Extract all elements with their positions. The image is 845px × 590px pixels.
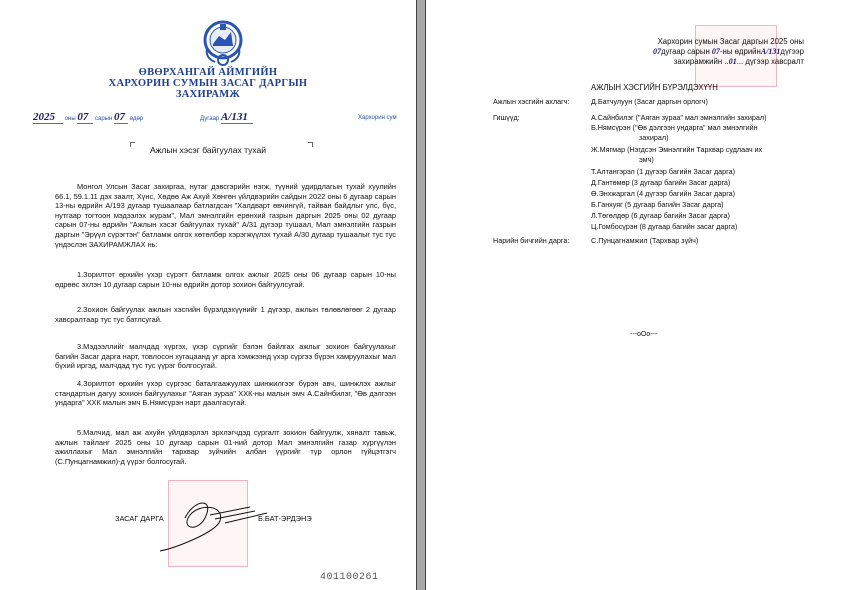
annex-header-line1: Хархорин сумын Засаг даргын 2025 оны (657, 37, 804, 46)
member-line-continued: эмч) (639, 155, 654, 164)
annex-day-suffix: -ны өдрийн (719, 47, 761, 56)
year-suffix: оны (64, 116, 76, 122)
member-line: Б.Ганхуяг (5 дугаар багийн Засаг дарга) (591, 200, 724, 209)
order-item-4: 4.Зорилтот өрхийн үхэр сүргээс баталгаажуулах шинжилгээг бүрэн авч, шинжлэх ажлыг стандартын дагуу зохион байгуулахыг "Аяган зураа" ХХК-ны малын эмч А.Сайнбилэг, "Өв дэлгээн ундарга" ХХК малын эмч Б.Нямсүрэн нарт даалгасугай. (55, 379, 396, 408)
day-suffix: өдөр (129, 116, 144, 122)
number-label: Дугаар (200, 116, 220, 122)
annex-header-line3 (653, 57, 804, 67)
location: Хархорин сум (358, 115, 397, 121)
annex-month-suffix: дугаар сарын (660, 47, 710, 56)
month-handwritten: 07 (77, 111, 93, 124)
document-type: ЗАХИРАМЖ (175, 89, 241, 100)
annex-day-handwritten: 07 (711, 47, 720, 56)
annex-header-line2 (653, 47, 804, 57)
order-item-3: 3.Мэдээллийг малчдад хүргэх, үхэр сүргийг бэлэн байлгах ажлыг зохион байгуулахыг багийн Засаг дарга нарт, товлосон хугацаанд уг арга хэмжээнд үхэр сүргээ бүрэн хамруулахыг мал бүхий иргэд, малчдад тус тус үүрэг болгосугай. (55, 342, 396, 371)
order-number-handwritten: А/131 (221, 111, 253, 124)
month-suffix: сарын (94, 116, 113, 122)
date-field (33, 111, 143, 124)
leader-value: Д.Батчулуун (Засаг даргын орлогч) (591, 97, 708, 106)
document-page-1 (0, 0, 416, 590)
annex-prefix: захирамжийн .. (673, 57, 729, 66)
member-line-continued: захирал) (639, 133, 669, 142)
document-title: Ажлын хэсэг байгуулах тухай (150, 145, 266, 155)
order-item-5: 5.Малчид, мал аж ахуйн үйлдвэрлэл эрхлэгчдэд сургалт зохион байгуулж, хяналт тавьж, ажлын тайланг 2025 оны 10 дугаар сарын 01-ний дотор Мал эмнэлгийн газар хүргүүлэн ажиллахыг Мал эмнэлгийн тархвар зүйчийн албан үүргийг түр орлон гүйцэтгэгч (С.Пунцагнамжил)-д үүрэг болгосугай. (55, 428, 396, 466)
page-separator (416, 0, 426, 590)
secretary-label: Нарийн бичгийн дарга: (493, 236, 570, 245)
member-line: Л.Төгөлдөр (6 дугаар багийн Засаг дарга) (591, 211, 730, 220)
annex-suffix: ... дүгээр хавсралт (736, 57, 804, 66)
member-line: Ө.Энхжаргал (4 дүгээр багийн Засаг дарга) (591, 189, 736, 198)
serial-number: 401100261 (320, 572, 379, 583)
member-line: Ц.Гомбосүрэн (8 дугаар багийн засаг дарга) (591, 222, 738, 231)
handwritten-signature-icon (155, 493, 275, 553)
signatory-name: Б.БАТ-ЭРДЭНЭ (258, 514, 312, 523)
annex-order-number-handwritten: А/131 (760, 47, 781, 56)
annex-month-handwritten: 07 (652, 47, 661, 56)
preamble-paragraph: Монгол Улсын Засаг захиргаа, нутаг дэвсгэрийн нэгж, түүний удирдлагын тухай хуулийн 66.1, 59.1.11 дэх заалт, Хүнс, Хөдөө Аж Ахуй Хөнгөн үйлдвэрийн сайдын 2022 оны 6 дугаар сарын 13-ны өдрийн А/193 дугаар тушаалаар батлагдсан "Халдварт өвчингүй, тайван байдлыг улс, бүс, нутгаар тогтоон мэдээлэх журам", Мал эмнэлгийн ерөнхий газрын даргын 2025 оны 02 дугаар сарын 07-ны өдрийн "Ажлын хэсэг байгуулах тухай" А/31 дүгээр тушаал, Мал эмнэлгийн газрын даргын "Эрүүл сүрэгтэн" батламж олгох хөтөлбөр хэрэгжүүлэх тухай А/30 дугаар тушаалыг тус тус үндэслэн ЗАХИРАМЖЛАХ нь: (55, 182, 396, 249)
member-line: Д.Гантөмөр (3 дугаар багийн Засаг дарга) (591, 178, 731, 187)
state-emblem-icon (201, 18, 245, 68)
members-label: Гишүүд: (493, 113, 520, 122)
secretary-value: С.Пунцагнамжил (Тархвар зүйч) (591, 236, 699, 245)
member-line: Б.Нямсүрэн ("Өв дэлгээн ундарга" мал эмнэлгийн (591, 123, 758, 132)
day-handwritten: 07 (114, 111, 128, 124)
end-mark: ---oOo--- (630, 331, 658, 338)
member-line: А.Сайнбилэг ("Аяган зураа" мал эмнэлгийн захирал) (591, 113, 767, 122)
signatory-title: ЗАСАГ ДАРГА (115, 514, 164, 523)
org-name-line1: ӨВӨРХАНГАЙ АЙМГИЙН (138, 67, 278, 78)
annex-number-suffix: дүгээр (780, 47, 804, 56)
member-line: Т.Алтангэрэл (1 дүгээр багийн Засаг дарга) (591, 167, 736, 176)
order-item-2: 2.Зохион байгуулах ажлын хэсгийн бүрэлдэхүүнийг 1 дүгээр, ажлын төлөвлөгөөг 2 дугаар хавсралтаар тус тус батлсугай. (55, 305, 396, 324)
year-handwritten: 2025 (33, 111, 63, 124)
order-number-field (200, 111, 253, 124)
annex-number-handwritten: 01 (728, 57, 737, 66)
org-name-line2: ХАРХОРИН СУМЫН ЗАСАГ ДАРГЫН (108, 78, 308, 89)
annex-header (653, 37, 804, 67)
member-line: Ж.Мягмар (Нэгдсэн Эмнэлгийн Тархвар судлаач их (591, 145, 763, 154)
composition-title: АЖЛЫН ХЭСГИЙН БҮРЭЛДЭХҮҮН (591, 83, 718, 92)
leader-label: Ажлын хэсгийн ахлагч: (493, 97, 570, 106)
order-item-1: 1.Зорилтот өрхийн үхэр сүрэгт батламж олгох ажлыг 2025 оны 06 дугаар сарын 10-ны өдрөөс эхлэн 10 дугаар сарын 10-ны өдрийн дотор зохион байгуулсугай. (55, 270, 396, 289)
